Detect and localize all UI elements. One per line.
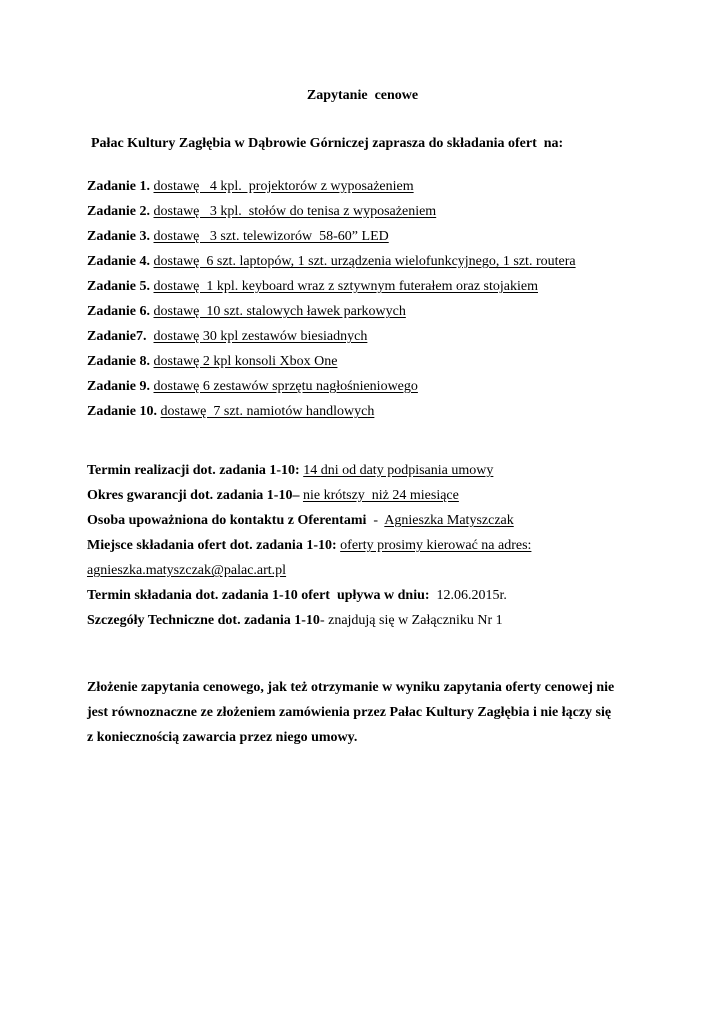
task-label: Zadanie 6. xyxy=(87,304,151,319)
task-text: dostawę 3 kpl. stołów do tenisa z wyposażeniem xyxy=(153,204,437,219)
task-label: Zadanie 10. xyxy=(87,404,158,419)
intro-paragraph: Pałac Kultury Zagłębia w Dąbrowie Górniczej zaprasza do składania ofert na: xyxy=(91,136,564,151)
task-item xyxy=(87,353,576,378)
contact-email-link[interactable]: agnieszka.matyszczak@palac.art.pl xyxy=(87,563,287,578)
task-text: dostawę 4 kpl. projektorów z wyposażeniem xyxy=(153,179,414,194)
submission-place-row xyxy=(87,537,531,562)
technical-details-label: Szczegóły Techniczne dot. zadania 1-10 xyxy=(87,613,320,628)
warranty-label: Okres gwarancji dot. zadania 1-10– xyxy=(87,488,300,503)
technical-details-value: - znajdują się w Załączniku Nr 1 xyxy=(319,613,503,628)
disclaimer-paragraph xyxy=(87,675,647,750)
task-item xyxy=(87,278,576,303)
task-label: Zadanie7. xyxy=(87,329,147,344)
disclaimer-line: z koniecznością zawarcia przez niego umowy. xyxy=(87,730,358,745)
deadline-label: Termin składania dot. zadania 1-10 ofert upływa w dniu: xyxy=(87,588,430,603)
task-label: Zadanie 4. xyxy=(87,254,151,269)
task-text: dostawę 7 szt. namiotów handlowych xyxy=(160,404,375,419)
task-text: dostawę 6 zestawów sprzętu nagłośnieniowego xyxy=(153,379,418,394)
warranty-value: nie krótszy niż 24 miesiące xyxy=(302,488,459,503)
contact-row xyxy=(87,512,531,537)
task-item xyxy=(87,253,576,278)
task-item xyxy=(87,403,576,428)
document-title: Zapytanie cenowe xyxy=(306,88,419,103)
task-label: Zadanie 8. xyxy=(87,354,151,369)
task-item xyxy=(87,378,576,403)
contact-separator: - xyxy=(366,513,385,528)
task-text: dostawę 10 szt. stalowych ławek parkowych xyxy=(153,304,406,319)
disclaimer-line: Złożenie zapytania cenowego, jak też otrzymanie w wyniku zapytania oferty cenowej nie xyxy=(87,680,615,695)
task-label: Zadanie 9. xyxy=(87,379,151,394)
task-list xyxy=(87,178,576,428)
realization-term-label: Termin realizacji dot. zadania 1-10: xyxy=(87,463,300,478)
realization-term-row xyxy=(87,462,531,487)
warranty-row xyxy=(87,487,531,512)
task-item xyxy=(87,328,576,353)
task-item xyxy=(87,303,576,328)
task-item xyxy=(87,228,576,253)
task-item xyxy=(87,203,576,228)
task-label: Zadanie 2. xyxy=(87,204,151,219)
deadline-row xyxy=(87,587,531,612)
submission-place-label: Miejsce składania ofert dot. zadania 1-10: xyxy=(87,538,337,553)
contact-person: Agnieszka Matyszczak xyxy=(384,513,514,528)
task-label: Zadanie 3. xyxy=(87,229,151,244)
disclaimer-line: jest równoznaczne ze złożeniem zamówienia przez Pałac Kultury Zagłębia i nie łączy się xyxy=(87,705,612,720)
task-text: dostawę 6 szt. laptopów, 1 szt. urządzenia wielofunkcyjnego, 1 szt. routera xyxy=(153,254,576,269)
details-list xyxy=(87,462,531,637)
submission-place-value: oferty prosimy kierować na adres: xyxy=(340,538,532,553)
task-label: Zadanie 5. xyxy=(87,279,151,294)
task-text: dostawę 1 kpl. keyboard wraz z sztywnym futerałem oraz stojakiem xyxy=(153,279,538,294)
task-text: dostawę 3 szt. telewizorów 58-60” LED xyxy=(153,229,389,244)
task-text: dostawę 2 kpl konsoli Xbox One xyxy=(153,354,338,369)
task-text: dostawę 30 kpl zestawów biesiadnych xyxy=(153,329,368,344)
technical-details-row xyxy=(87,612,531,637)
email-row xyxy=(87,562,531,587)
task-item xyxy=(87,178,576,203)
contact-label: Osoba upoważniona do kontaktu z Oferentami xyxy=(87,513,367,528)
deadline-value: 12.06.2015r. xyxy=(429,588,507,603)
task-label: Zadanie 1. xyxy=(87,179,151,194)
realization-term-value: 14 dni od daty podpisania umowy xyxy=(303,463,494,478)
